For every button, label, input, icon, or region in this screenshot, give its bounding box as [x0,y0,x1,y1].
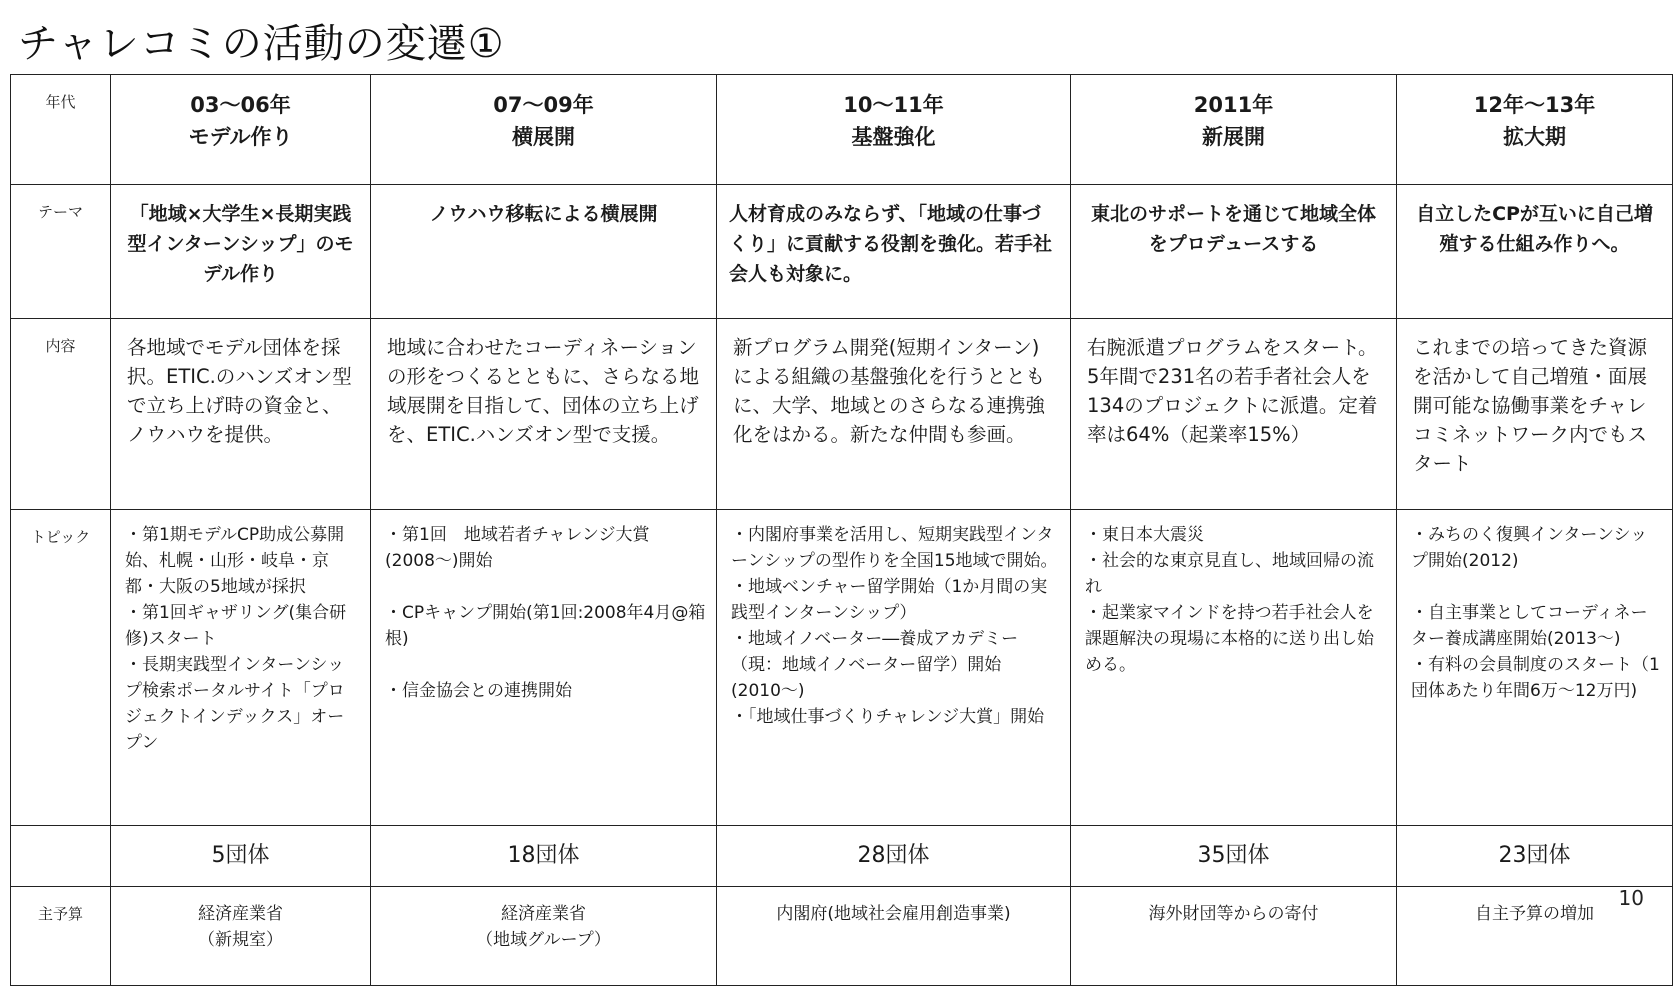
budget-cell [717,887,1071,986]
count-cell [717,826,1071,887]
period-year: 10〜11年 [843,93,944,117]
period-theme: 東北のサポートを通じて地域全体をプロデュースする [1090,203,1376,255]
topic-cell [111,510,371,826]
topic-cell [1397,510,1673,826]
theme-cell [371,185,717,319]
count-cell [1071,826,1397,887]
page-number: 10 [1618,886,1644,910]
period-stage: 拡大期 [1503,125,1566,149]
table-row-budget [11,887,1673,986]
period-count: 5団体 [211,843,270,868]
period-theme: 人材育成のみならず、「地域の仕事づくり」に貢献する役割を強化。若手社会人も対象に。 [729,203,1053,285]
theme-cell [1397,185,1673,319]
row-label-theme: テーマ [11,185,111,319]
year-cell [717,75,1071,185]
year-cell [111,75,371,185]
period-budget: 内閣府(地域社会雇用創造事業) [776,904,1011,924]
period-topic: ・東日本大震災 ・社会的な東京見直し、地域回帰の流れ ・起業家マインドを持つ若手社会人を課題解決の現場に本格的に送り出し始める。 [1085,525,1374,675]
period-stage: 新展開 [1202,125,1265,149]
period-topic: ・第1回 地域若者チャレンジ大賞(2008〜)開始 ・CPキャンプ開始(第1回:2008年4月@箱根) ・信金協会との連携開始 [385,525,706,701]
row-label-budget: 主予算 [11,887,111,986]
period-stage: 横展開 [512,125,575,149]
topic-cell [1071,510,1397,826]
period-content: 各地域でモデル団体を採択。ETIC.のハンズオン型で立ち上げ時の資金と、ノウハウを提供。 [127,336,352,446]
table-row-count [11,826,1673,887]
table-row-content [11,319,1673,510]
period-stage: モデル作り [188,125,293,149]
period-count: 28団体 [857,843,930,868]
period-budget: 自主予算の増加 [1475,904,1594,924]
row-label-topic: トピック [11,510,111,826]
period-year: 12年〜13年 [1473,93,1596,117]
period-content: 地域に合わせたコーディネーションの形をつくるとともに、さらなる地域展開を目指して、団体の立ち上げを、ETIC.ハンズオン型で支援。 [387,336,700,446]
period-theme: 自立したCPが互いに自己増殖する仕組み作りへ。 [1416,203,1653,255]
year-cell [1071,75,1397,185]
period-content: これまでの培ってきた資源を活かして自己増殖・面展開可能な協働事業をチャレコミネットワーク内でもスタート [1413,336,1648,475]
budget-cell [371,887,717,986]
row-label-year: 年代 [11,75,111,185]
year-cell [1397,75,1673,185]
row-label-content: 内容 [11,319,111,510]
year-cell [371,75,717,185]
count-cell [111,826,371,887]
period-theme: ノウハウ移転による横展開 [429,203,658,225]
content-cell [1397,319,1673,510]
row-label-count [11,826,111,887]
period-content: 右腕派遣プログラムをスタート。5年間で231名の若手者社会人を134のプロジェクトに派遣。定着率は64%（起業率15%） [1087,336,1378,446]
budget-cell [111,887,371,986]
theme-cell [1071,185,1397,319]
period-stage: 基盤強化 [851,125,936,149]
period-topic: ・内閣府事業を活用し、短期実践型インターンシップの型作りを全国15地域で開始。 ・地域ベンチャー留学開始（1か月間の実践型インターンシップ） ・地域イノベーター―養成アカデミー（現：地域イノベーター留学）開始(2010〜) ・「地域仕事づくりチャレンジ大賞」開始 [731,525,1058,727]
period-budget: 海外財団等からの寄付 [1148,904,1319,924]
table-row-year [11,75,1673,185]
table-row-topic [11,510,1673,826]
theme-cell [717,185,1071,319]
page-title: チャレコミの活動の変遷① [18,21,505,67]
theme-cell [111,185,371,319]
period-count: 18団体 [507,843,580,868]
budget-cell [1071,887,1397,986]
period-year: 07〜09年 [493,93,594,117]
topic-cell [717,510,1071,826]
topic-cell [371,510,717,826]
period-content: 新プログラム開発(短期インターン)による組織の基盤強化を行うとともに、大学、地域とのさらなる連携強化をはかる。新たな仲間も参画。 [733,336,1046,446]
timeline-table [10,74,1673,986]
period-year: 2011年 [1193,93,1274,117]
count-cell [371,826,717,887]
period-count: 23団体 [1498,843,1571,868]
period-theme: 「地域×大学生×長期実践型インターンシップ」のモデル作り [127,203,354,285]
content-cell [717,319,1071,510]
period-count: 35団体 [1197,843,1270,868]
content-cell [371,319,717,510]
period-budget: 経済産業省 （新規室） [198,904,283,950]
content-cell [1071,319,1397,510]
period-budget: 経済産業省 （地域グループ） [476,904,611,950]
table-row-theme [11,185,1673,319]
period-topic: ・みちのく復興インターンシップ開始(2012) ・自主事業としてコーディネーター養成講座開始(2013〜) ・有料の会員制度のスタート（1団体あたり年間6万〜12万円) [1411,525,1660,701]
period-topic: ・第1期モデルCP助成公募開始、札幌・山形・岐阜・京都・大阪の5地域が採択 ・第1回ギャザリング(集合研修)スタート ・長期実践型インターンシップ検索ポータルサイト「プロジェクトインデックス」オープン [125,525,347,753]
count-cell [1397,826,1673,887]
period-year: 03〜06年 [190,93,291,117]
content-cell [111,319,371,510]
